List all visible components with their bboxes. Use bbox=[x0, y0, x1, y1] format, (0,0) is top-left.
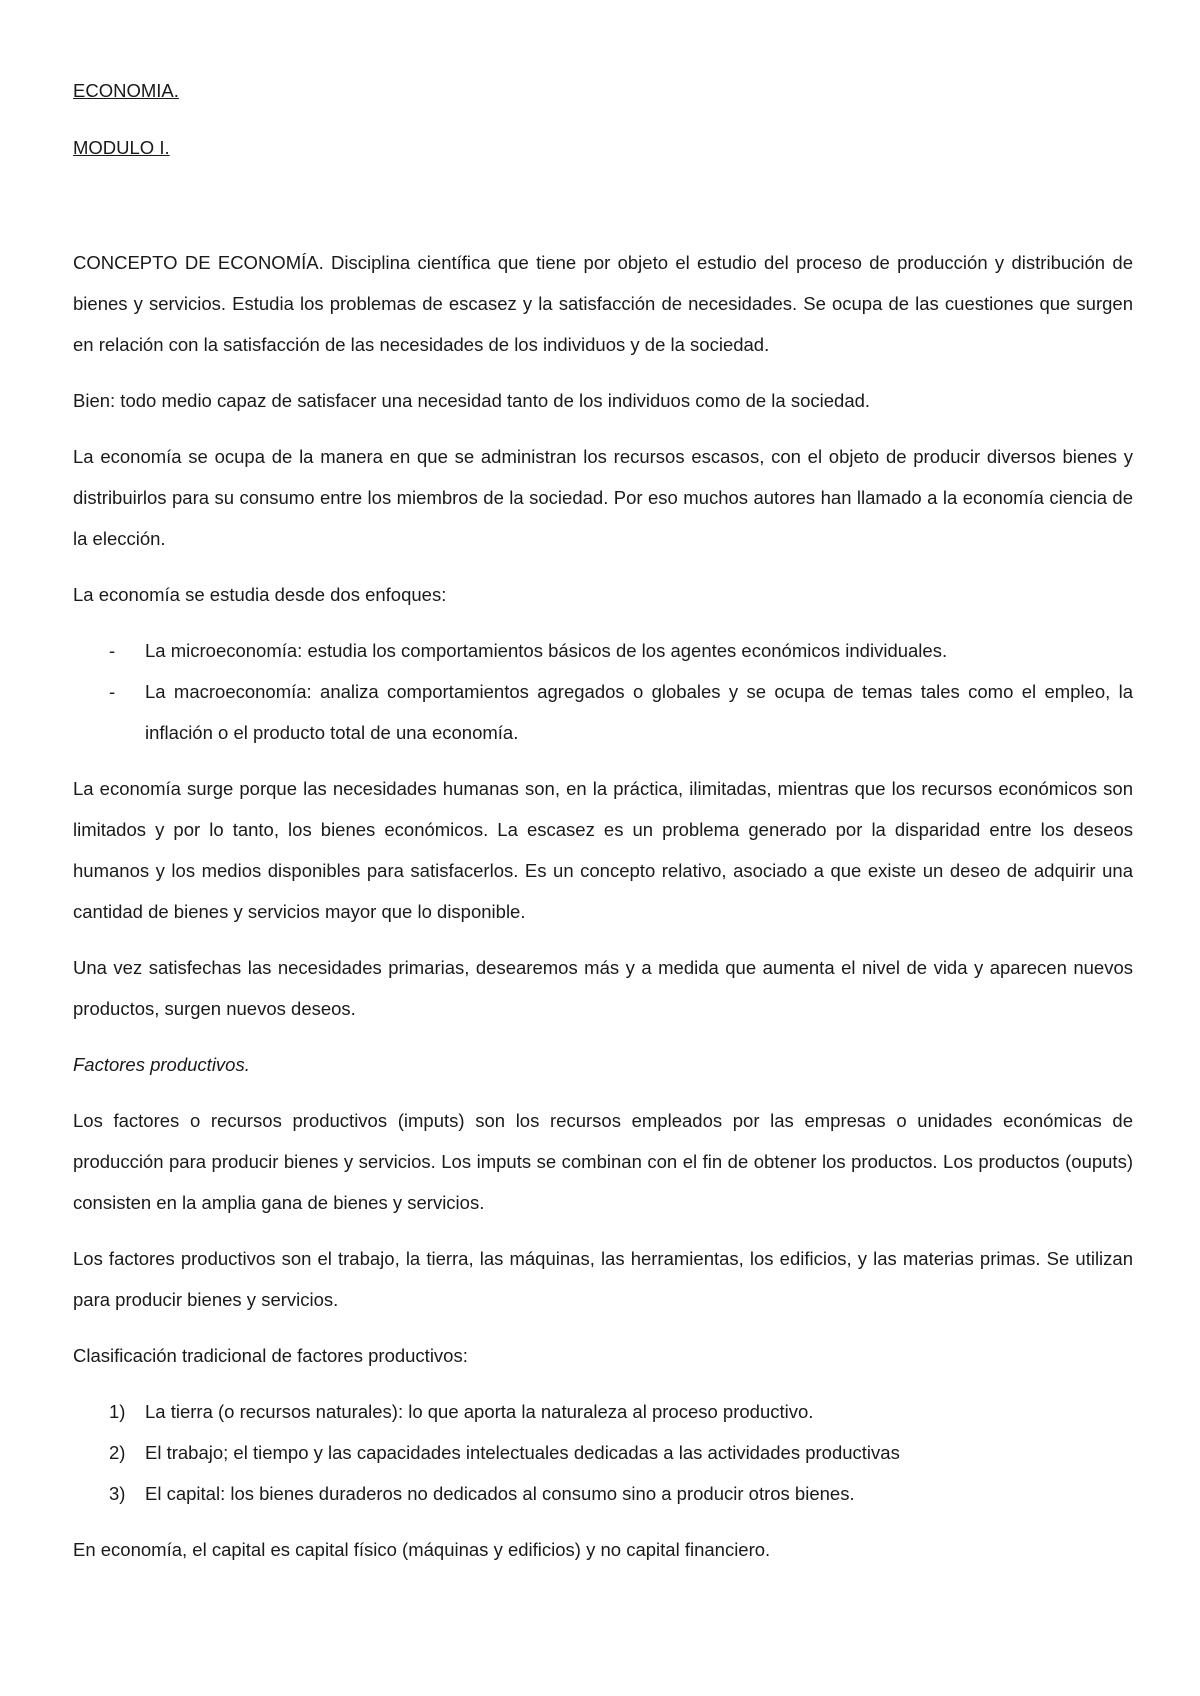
list-item bbox=[73, 1432, 1133, 1473]
list-item-text: La microeconomía: estudia los comportamientos básicos de los agentes económicos individuales. bbox=[145, 640, 948, 661]
paragraph-economia-ocupa: La economía se ocupa de la manera en que se administran los recursos escasos, con el objeto de producir diversos bienes y distribuirlos para su consumo entre los miembros de la sociedad. Por eso muchos autores han llamado a la economía ciencia de la elección. bbox=[73, 446, 1133, 549]
list-item bbox=[73, 671, 1133, 753]
list-marker: 1) bbox=[109, 1401, 126, 1422]
list-item-text: El trabajo; el tiempo y las capacidades intelectuales dedicadas a las actividades productivas bbox=[145, 1442, 900, 1463]
list-item bbox=[73, 630, 1133, 671]
paragraph-concepto: CONCEPTO DE ECONOMÍA. Disciplina científica que tiene por objeto el estudio del proceso de producción y distribución de bienes y servicios. Estudia los problemas de escasez y la satisfacción de necesidades. Se ocupa de las cuestiones que surgen en relación con la satisfacción de las necesidades de los individuos y de la sociedad. bbox=[73, 252, 1133, 355]
list-item-text: La macroeconomía: analiza comportamientos agregados o globales y se ocupa de temas tales como el empleo, la inflación o el producto total de una economía. bbox=[145, 681, 1133, 743]
list-marker: 3) bbox=[109, 1483, 126, 1504]
enfoques-list bbox=[73, 630, 1133, 753]
paragraph-factores-def: Los factores o recursos productivos (imputs) son los recursos empleados por las empresas o unidades económicas de producción para producir bienes y servicios. Los imputs se combinan con el fin de obtener los productos. Los productos (ouputs) consisten en la amplia gana de bienes y servicios. bbox=[73, 1110, 1133, 1213]
paragraph-surge: La economía surge porque las necesidades humanas son, en la práctica, ilimitadas, mientras que los recursos económicos son limitados y por lo tanto, los bienes económicos. La escasez es un problema generado por la disparidad entre los deseos humanos y los medios disponibles para satisfacerlos. Es un concepto relativo, asociado a que existe un deseo de adquirir una cantidad de bienes y servicios mayor que lo disponible. bbox=[73, 778, 1133, 922]
list-item-text: El capital: los bienes duraderos no dedicados al consumo sino a producir otros bienes. bbox=[145, 1483, 855, 1504]
list-marker: 2) bbox=[109, 1442, 126, 1463]
paragraph-satisfechas: Una vez satisfechas las necesidades primarias, desearemos más y a medida que aumenta el nivel de vida y aparecen nuevos productos, surgen nuevos deseos. bbox=[73, 957, 1133, 1019]
document-title: ECONOMIA. bbox=[73, 80, 179, 101]
clasificacion-list bbox=[73, 1391, 1133, 1514]
document-page bbox=[73, 70, 1133, 1585]
section-heading-factores: Factores productivos. bbox=[73, 1054, 250, 1075]
paragraph-factores-son: Los factores productivos son el trabajo, la tierra, las máquinas, las herramientas, los edificios, y las materias primas. Se utilizan para producir bienes y servicios. bbox=[73, 1248, 1133, 1310]
paragraph-bien: Bien: todo medio capaz de satisfacer una necesidad tanto de los individuos como de la sociedad. bbox=[73, 390, 871, 411]
paragraph-clasificacion-intro: Clasificación tradicional de factores productivos: bbox=[73, 1345, 468, 1366]
list-marker: - bbox=[109, 681, 116, 702]
paragraph-enfoques-intro: La economía se estudia desde dos enfoques: bbox=[73, 584, 447, 605]
list-marker: - bbox=[109, 640, 116, 661]
list-item bbox=[73, 1473, 1133, 1514]
list-item-text: La tierra (o recursos naturales): lo que aporta la naturaleza al proceso productivo. bbox=[145, 1401, 814, 1422]
list-item bbox=[73, 1391, 1133, 1432]
module-heading: MODULO I. bbox=[73, 137, 170, 158]
paragraph-capital-fisico: En economía, el capital es capital físico (máquinas y edificios) y no capital financiero. bbox=[73, 1539, 771, 1560]
